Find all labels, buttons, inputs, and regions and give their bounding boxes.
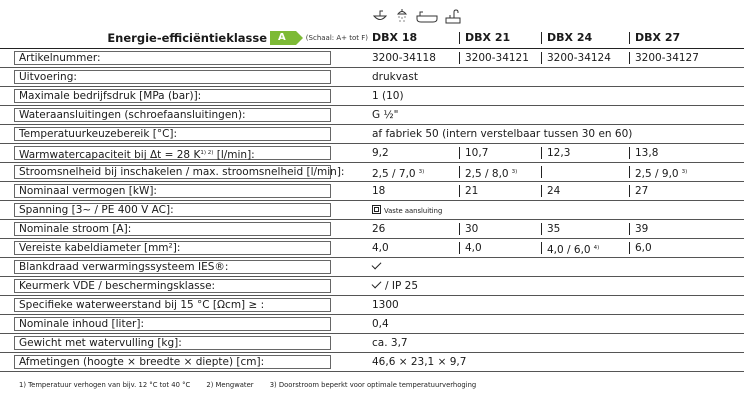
kitchen-tap-icon [444, 8, 462, 24]
table-row [0, 315, 744, 334]
energy-class: A [270, 31, 296, 45]
table-cell: 12,3 [547, 147, 571, 159]
footnotes [19, 381, 490, 389]
table-cell: 3200-34124 [547, 52, 611, 64]
table-cell: 2,5 / 9,0 $^{3)}$ [635, 168, 688, 180]
usage-icons [372, 6, 462, 26]
table-cell: 4,0 [372, 242, 389, 254]
table-cell: ca. 3,7 [372, 337, 408, 349]
row-label: Stroomsnelheid bij inschakelen / max. stroomsnelheid [l/min]: [19, 166, 345, 178]
table-cell: 18 [372, 185, 386, 197]
table-row [0, 87, 744, 106]
table-cell: drukvast [372, 71, 418, 83]
row-label: Vereiste kabeldiameter [mm²]: [19, 242, 181, 254]
table-row [0, 144, 744, 163]
row-label: Maximale bedrijfsdruk [MPa (bar)]: [19, 90, 202, 102]
table-cell: 9,2 [372, 147, 389, 159]
table-row [0, 48, 744, 68]
table-cell: 0,4 [372, 318, 389, 330]
sink-icon [372, 8, 388, 24]
row-label: Blankdraad verwarmingssysteem IES®: [19, 261, 229, 273]
energy-scale: (Schaal: A+ tot F) [305, 34, 368, 42]
row-label: Afmetingen (hoogte × breedte × diepte) [cm]: [19, 356, 265, 368]
table-row [0, 296, 744, 315]
row-label: Spanning [3~ / PE 400 V AC]: [19, 204, 174, 216]
table-row [0, 201, 744, 220]
table-cell: 6,0 [635, 242, 652, 254]
table-cell: 35 [547, 223, 561, 235]
row-label: Nominale inhoud [liter]: [19, 318, 144, 330]
table-cell [372, 258, 385, 276]
table-row [0, 163, 744, 182]
footnote: 1) Temperatuur verhogen van bijv. 12 °C tot 40 °C [19, 381, 191, 389]
column-header: DBX 18 [372, 31, 418, 44]
footnote: 3) Doorstroom beperkt voor optimale temperatuurverhoging [269, 381, 477, 389]
table-row [0, 182, 744, 201]
table-cell: 1 (10) [372, 90, 404, 102]
row-label: Temperatuurkeuzebereik [°C]: [19, 128, 178, 140]
table-cell: 39 [635, 223, 649, 235]
table-cell: 10,7 [465, 147, 489, 159]
row-label: Nominaal vermogen [kW]: [19, 185, 157, 197]
row-label: Gewicht met watervulling [kg]: [19, 337, 182, 349]
bathtub-icon [416, 8, 438, 24]
row-label: Uitvoering: [19, 71, 77, 83]
table-cell: 13,8 [635, 147, 659, 159]
row-label: Warmwatercapaciteit bij Δt = 28 $K^{1) 2)}$ [l/min]: [19, 149, 255, 161]
shower-icon [394, 8, 410, 24]
table-cell: 4,0 [465, 242, 482, 254]
column-header: DBX 27 [635, 31, 681, 44]
column-header: DBX 24 [547, 31, 593, 44]
check-icon [372, 279, 382, 289]
table-cell: 3200-34121 [465, 52, 529, 64]
plug-icon [372, 205, 381, 214]
table-cell: 4,0 / 6,0 $^{4)}$ [547, 244, 600, 256]
row-label: Specifieke waterweerstand bij 15 °C [Ωcm] ≥ : [19, 299, 265, 311]
table-row [0, 68, 744, 87]
table-cell: af fabriek 50 (intern verstelbaar tussen 30 en 60) [372, 128, 633, 140]
table-cell: 46,6 × 23,1 × 9,7 [372, 356, 467, 368]
table-cell: / IP 25 [372, 277, 418, 295]
table-cell: Vaste aansluiting [372, 201, 442, 220]
table-cell: 24 [547, 185, 561, 197]
table-cell: G ½" [372, 109, 399, 121]
row-label: Wateraansluitingen (schroefaansluitingen): [19, 109, 246, 121]
table-cell: 1300 [372, 299, 399, 311]
table-row [0, 125, 744, 144]
table-cell: 26 [372, 223, 386, 235]
row-label: Artikelnummer: [19, 52, 101, 64]
table-row [0, 277, 744, 296]
footnote: 2) Mengwater [206, 381, 254, 389]
column-header: DBX 21 [465, 31, 511, 44]
table-row [0, 334, 744, 353]
table-cell: 3200-34118 [372, 52, 436, 64]
table-row [0, 220, 744, 239]
row-label: Keurmerk VDE / beschermingsklasse: [19, 280, 216, 292]
table-cell: 3200-34127 [635, 52, 699, 64]
table-cell: 21 [465, 185, 479, 197]
check-icon [372, 260, 382, 270]
energy-class-block [107, 28, 368, 48]
row-label: Nominale stroom [A]: [19, 223, 132, 235]
table-cell: 2,5 / 8,0 $^{3)}$ [465, 168, 518, 180]
table-row [0, 258, 744, 277]
table-row [0, 106, 744, 125]
table-cell: 30 [465, 223, 479, 235]
table-row [0, 239, 744, 258]
energy-badge [270, 31, 303, 45]
header-row [0, 28, 744, 48]
table-row [0, 353, 744, 372]
spec-table [0, 48, 744, 372]
table-cell: 27 [635, 185, 649, 197]
table-cell: 2,5 / 7,0 $^{3)}$ [372, 168, 425, 180]
energy-label: Energie-efficiëntieklasse [107, 31, 268, 45]
